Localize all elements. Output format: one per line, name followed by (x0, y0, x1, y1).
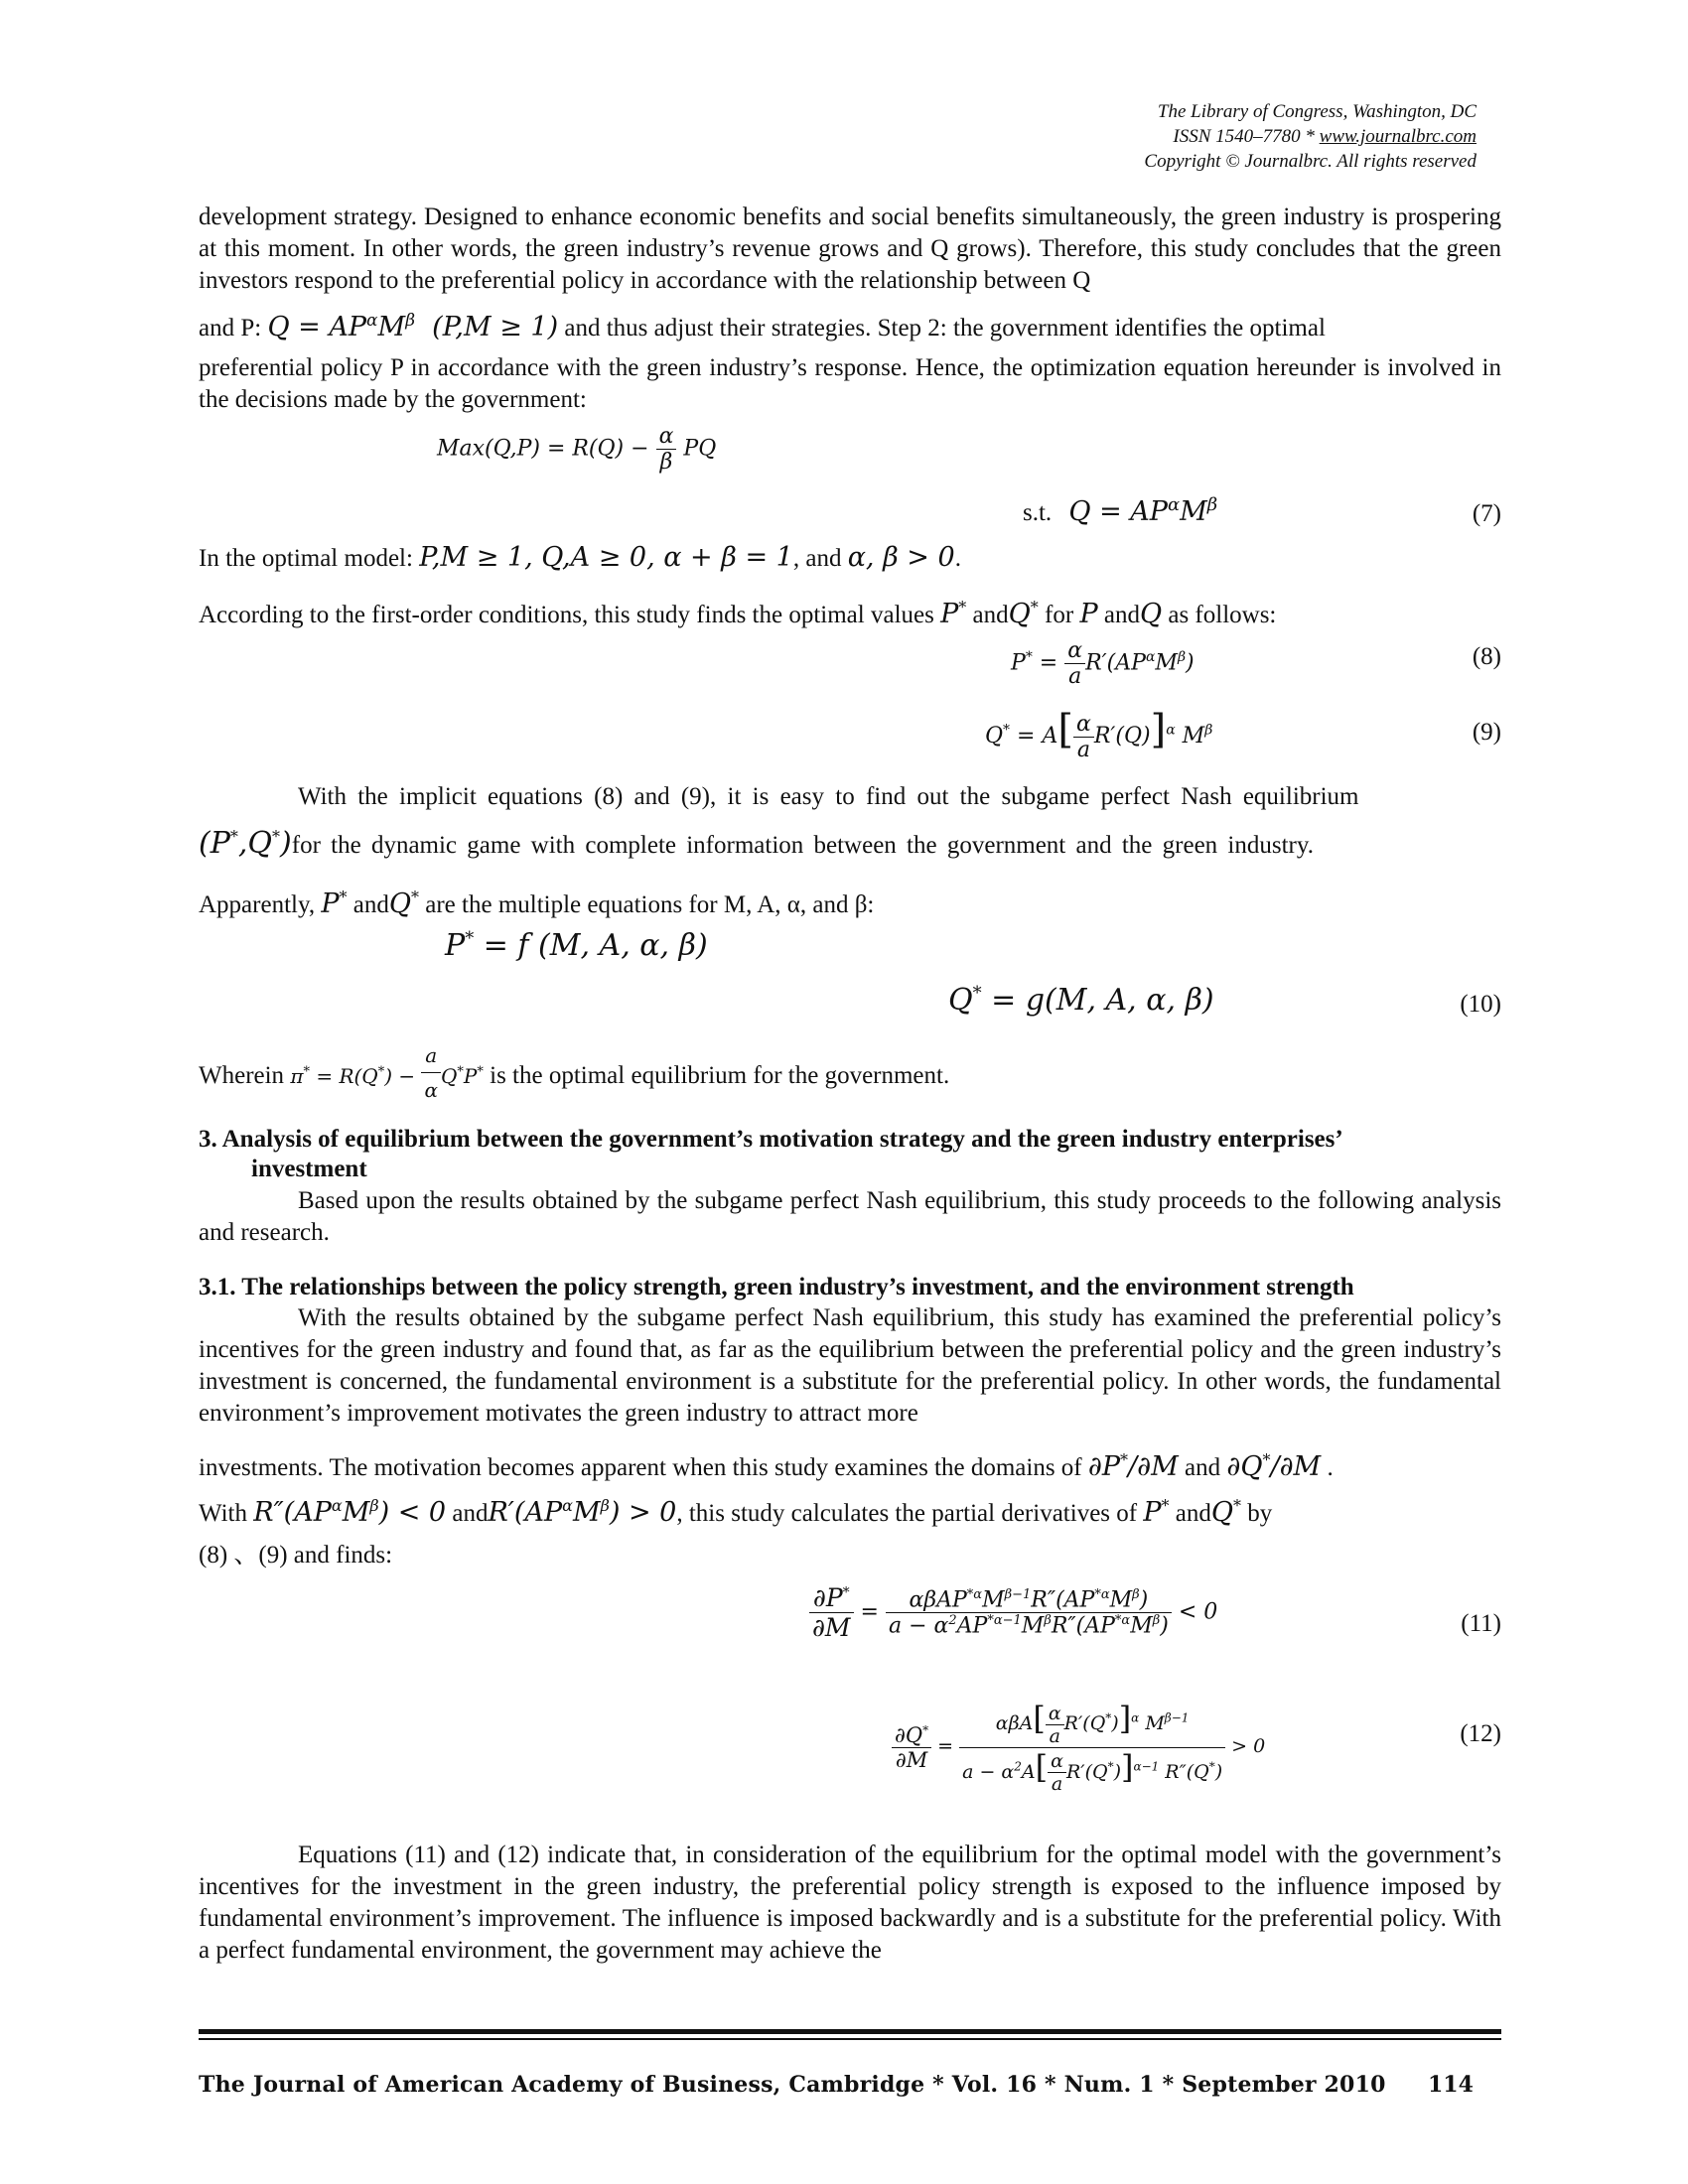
paragraph-1-tail: preferential policy P in accordance with the green industry’s response. Hence, the optimization equation hereunder is involved in the decisions made by the government: (199, 354, 1501, 413)
paragraph-3: Equations (11) and (12) indicate that, in consideration of the equilibrium for the optimal model with the government’s incentives for the investment in the green industry, the preferential policy strength is exposed to the influence imposed by fundamental environment’s improvement. The influence is imposed backwardly and is a substitute for the preferential policy. With a perfect fundamental environment, the government may achieve the (199, 1842, 1501, 1964)
equation-number-12: (12) (1460, 1720, 1501, 1747)
footer-rule-thin (199, 2038, 1501, 2040)
header-copyright: Copyright © Journalbrc. All rights reserved (1144, 151, 1477, 172)
equation-11: $\frac{\partial P^*}{\partial M}$ = $\frac{\alpha\beta AP^{*\alpha}M^{\beta-1}R''(AP^{*\alpha}M^\beta)}{a - \alpha^2AP^{*\alpha-1}M^\beta R''(AP^{*\alpha}M^\beta)}$ < 0 (809, 1583, 1217, 1642)
section-3-1-heading: 3.1. The relationships between the policy strength, green industry’s investment, and the environment strength (199, 1274, 1354, 1300)
journal-link[interactable]: www.journalbrc.com (1319, 126, 1477, 147)
section-3-1-finds-line: (8) 、(9) and finds: (199, 1542, 393, 1569)
header-library: The Library of Congress, Washington, DC (1157, 101, 1477, 122)
equation-10a: P* = f (M, A, α, β) (445, 928, 708, 963)
footer-rule-thick (199, 2029, 1501, 2034)
paragraph-2-line3: Apparently, P* andQ* are the multiple equations for M, A, α, and β: (199, 887, 875, 919)
paragraph-1-line4: and P: $Q = AP^\alpha M^\beta$ (P,M ≥ 1) and thus adjust their strategies. Step 2: the government identifies the optimal (199, 311, 1326, 342)
paragraph-2-line2: (P*,Q*)for the dynamic game with complete information between the government and the green industry. (199, 826, 1314, 861)
constraint-equation: s.t. $Q = AP^\alpha M^\beta$ (1023, 494, 1218, 527)
section-3-1-with-line: With $R''(AP^\alpha M^\beta) < 0$ $andR'(AP^\alpha M^\beta) > 0$, this study calculates the partial derivatives of P* andQ* by (199, 1496, 1273, 1528)
footer-journal: The Journal of American Academy of Business, Cambridge * Vol. 16 * Num. 1 * September 2010 (199, 2072, 1386, 2098)
equation-9: Q* = A[ $\frac{\alpha}{a}$ R′(Q)]$^\alpha$ $M^\beta$ (985, 707, 1213, 762)
section-3-paragraph: Based upon the results obtained by the subgame perfect Nash equilibrium, this study proceeds to the following analysis and research. (199, 1187, 1501, 1246)
section-3-1-domains-line: investments. The motivation becomes apparent when this study examines the domains of ∂P*/∂M and ∂Q*/∂M . (199, 1450, 1334, 1482)
section-3-heading-cont: investment (251, 1156, 367, 1182)
page-number: 114 (1428, 2072, 1474, 2098)
header-issn: ISSN 1540–7780 * www.journalbrc.com (1173, 126, 1477, 147)
first-order-line: According to the first-order conditions, this study finds the optimal values P* andQ* for P andQ as follows: (199, 598, 1277, 629)
paragraph-1: development strategy. Designed to enhance economic benefits and social benefits simultaneously, the green industry is prospering at this moment. In other words, the green industry’s revenue grows and Q grows). Therefore, this study concludes that the green investors respond to the preferential policy in accordance with the relationship between Q (199, 204, 1501, 294)
equation-number-10: (10) (1460, 991, 1501, 1018)
equation-8: P* = $\frac{\alpha}{a}$ $R'(AP^\alpha M^\beta)$ (1011, 638, 1195, 689)
running-header (1144, 99, 1477, 174)
equation-10b: Q* = g(M, A, α, β) (948, 983, 1214, 1018)
equation-number-9: (9) (1472, 719, 1501, 746)
government-equilibrium: π* = R(Q*) − $\frac{a}{\alpha}$ Q*P* (290, 1064, 484, 1088)
equation-number-8: (8) (1472, 643, 1501, 670)
section-3-heading: 3. Analysis of equilibrium between the government’s motivation strategy and the green industry enterprises’ (199, 1126, 1343, 1153)
section-3-1-paragraph: With the results obtained by the subgame perfect Nash equilibrium, this study has examined the preferential policy’s incentives for the green industry and found that, as far as the equilibrium between the preferential policy and the green industry’s investment is concerned, the fundamental environment is a substitute for the preferential policy. In other words, the fundamental environment’s improvement motivates the green industry to attract more (199, 1304, 1501, 1427)
equation-number-7: (7) (1472, 500, 1501, 527)
response-function: $Q = AP^\alpha M^\beta$ (P,M ≥ 1) (267, 311, 559, 342)
equation-12: $\frac{\partial Q^*}{\partial M}$ = αβA[ $\frac{\alpha}{a}$ R′(Q*)]$^\alpha$ $M^{\beta-1}$ $a - \alpha^2A$[ $\frac{\alpha}{a}$ R′(Q*)]$^{\alpha-1}$ R″(Q*) > 0 (892, 1700, 1265, 1795)
wherein-line: Wherein π* = R(Q*) − $\frac{a}{\alpha}$ Q*P* is the optimal equilibrium for the government. (199, 1038, 1501, 1107)
paragraph-2-line1: With the implicit equations (8) and (9), it is easy to find out the subgame perfect Nash equilibrium (298, 783, 1359, 810)
optimal-model-line: In the optimal model: P,M ≥ 1, Q,A ≥ 0, α + β = 1, and α, β > 0. (199, 542, 961, 573)
objective-equation: Max(Q,P) = R(Q) − $\frac{\alpha}{\beta}$ PQ (437, 424, 717, 475)
equation-number-11: (11) (1461, 1610, 1501, 1637)
